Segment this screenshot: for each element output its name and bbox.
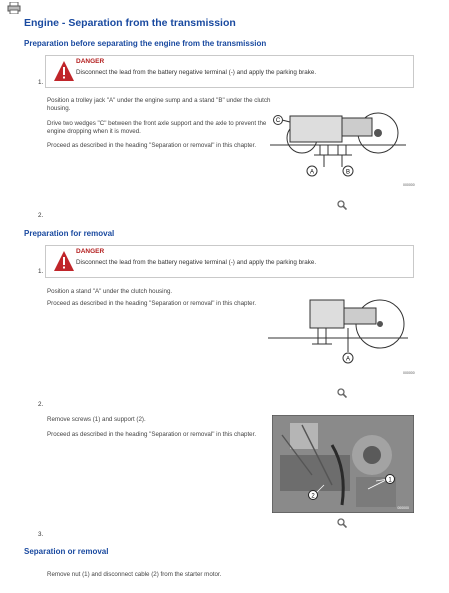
- step-number: 2.: [38, 212, 44, 219]
- instruction-text: Proceed as described in the heading "Separation or removal" in this chapter.: [47, 142, 257, 149]
- instruction-text: Position a trolley jack "A" under the engine sump and a stand "B" under the clutch housing.: [47, 97, 271, 112]
- magnifier-zoom-icon[interactable]: [337, 388, 347, 398]
- magnifier-zoom-icon[interactable]: [337, 518, 347, 528]
- page-title: Engine - Separation from the transmission: [24, 17, 236, 29]
- instruction-text: Remove screws (1) and support (2).: [47, 416, 146, 423]
- danger-heading: DANGER: [76, 248, 105, 255]
- instruction-text: Remove nut (1) and disconnect cable (2) from the starter motor.: [47, 571, 222, 578]
- step-number: 2.: [38, 401, 44, 408]
- step-number: 1.: [38, 79, 44, 86]
- instruction-text: Proceed as described in the heading "Separation or removal" in this chapter.: [47, 300, 257, 307]
- figure-label-2: 2: [311, 493, 315, 500]
- instruction-text: Proceed as described in the heading "Separation or removal" in this chapter.: [47, 431, 257, 438]
- section-heading-prep-removal: Preparation for removal: [24, 229, 115, 238]
- warning-triangle-icon: [53, 250, 75, 272]
- figure-label-a: A: [345, 356, 351, 363]
- figure-label-1: 1: [388, 477, 392, 484]
- danger-notice: [45, 55, 414, 88]
- magnifier-zoom-icon[interactable]: [337, 200, 347, 210]
- danger-text: Disconnect the lead from the battery negative terminal (-) and apply the parking brake.: [76, 69, 317, 76]
- engine-photo: [272, 415, 414, 513]
- danger-heading: DANGER: [76, 58, 105, 65]
- step-number: 3.: [38, 531, 44, 538]
- instruction-text: Position a stand "A" under the clutch housing.: [47, 288, 173, 295]
- printer-icon[interactable]: [7, 2, 21, 14]
- danger-text: Disconnect the lead from the battery negative terminal (-) and apply the parking brake.: [76, 259, 317, 266]
- instruction-text: Drive two wedges "C" between the front axle support and the axle to prevent the engine dropping when it is moved.: [47, 120, 267, 135]
- figure-reference: 000000: [403, 371, 415, 375]
- danger-notice: [45, 245, 414, 278]
- section-heading-separation-removal: Separation or removal: [24, 547, 109, 556]
- figure-reference: 000000: [403, 183, 415, 187]
- figure-reference: 000000: [397, 506, 409, 510]
- section-heading-prep-separation: Preparation before separating the engine from the transmission: [24, 39, 267, 48]
- figure-label-b: B: [345, 169, 351, 176]
- step-number: 1.: [38, 268, 44, 275]
- warning-triangle-icon: [53, 60, 75, 82]
- clutch-stand-diagram: [268, 292, 418, 372]
- engine-support-diagram: [268, 100, 418, 182]
- figure-label-c: C: [275, 118, 281, 124]
- figure-label-a: A: [309, 169, 315, 176]
